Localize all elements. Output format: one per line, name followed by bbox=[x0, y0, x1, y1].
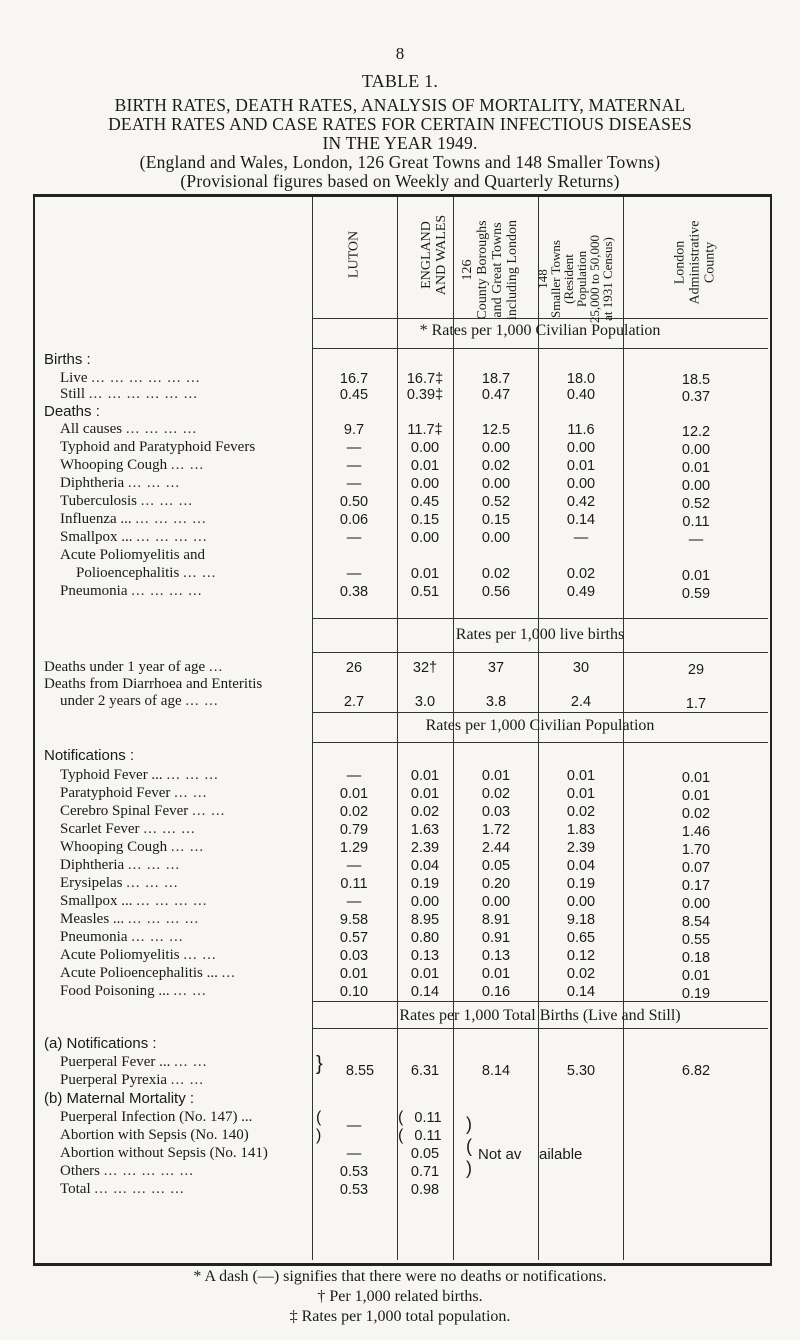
value-cell: 0.57 bbox=[339, 930, 369, 946]
value-cell: 0.07 bbox=[681, 860, 711, 876]
value-cell: 0.00 bbox=[410, 894, 440, 910]
value-cell: 0.02 bbox=[481, 786, 511, 802]
row-label: Acute Poliomyelitis ... ... bbox=[60, 947, 217, 963]
value-cell: 0.05 bbox=[410, 1146, 440, 1162]
row-label: Puerperal Infection (No. 147) ... bbox=[60, 1109, 253, 1125]
value-cell: 30 bbox=[572, 660, 590, 676]
value-cell: 32† bbox=[412, 660, 438, 676]
value-cell: 0.59 bbox=[681, 586, 711, 602]
value-cell: 0.00 bbox=[566, 894, 596, 910]
value-cell: 2.4 bbox=[570, 694, 592, 710]
value-cell: 0.00 bbox=[481, 476, 511, 492]
value-cell: 0.02 bbox=[481, 566, 511, 582]
value-cell: — bbox=[346, 440, 362, 456]
value-cell: 0.01 bbox=[410, 458, 440, 474]
value-cell: 0.19 bbox=[410, 876, 440, 892]
row-label: Diphtheria ... ... ... bbox=[60, 475, 181, 491]
not-available-part-2: ailable bbox=[539, 1146, 583, 1163]
value-cell: 0.02 bbox=[566, 966, 596, 982]
value-cell: 9.7 bbox=[343, 422, 365, 438]
value-cell: 0.51 bbox=[410, 584, 440, 600]
value-cell: 0.40 bbox=[566, 387, 596, 403]
value-cell: 0.00 bbox=[681, 478, 711, 494]
value-cell: 1.83 bbox=[566, 822, 596, 838]
brace-icon: ) bbox=[466, 1158, 472, 1178]
value-cell: 0.03 bbox=[339, 948, 369, 964]
value-cell: 0.14 bbox=[566, 984, 596, 1000]
footnote-dash: * A dash (—) signifies that there were no deaths or notifications. bbox=[193, 1268, 607, 1285]
brace-icon: } bbox=[316, 1053, 323, 1075]
value-cell: 1.70 bbox=[681, 842, 711, 858]
value-cell: 3.8 bbox=[485, 694, 507, 710]
value-cell: 0.02 bbox=[410, 804, 440, 820]
row-label: Food Poisoning ... ... ... bbox=[60, 983, 207, 999]
value-cell: 12.2 bbox=[681, 424, 711, 440]
value-cell: 0.00 bbox=[681, 442, 711, 458]
colhead-london: London Administrative County bbox=[672, 220, 718, 305]
section-a-notifications: (a) Notifications : bbox=[44, 1035, 157, 1052]
value-cell: 18.5 bbox=[681, 372, 711, 388]
value-cell: 0.00 bbox=[410, 476, 440, 492]
value-cell: 0.01 bbox=[481, 966, 511, 982]
value-cell: 0.04 bbox=[566, 858, 596, 874]
colhead-126-towns: 126 County Boroughs and Great Towns including London bbox=[460, 220, 520, 320]
value-cell: 1.46 bbox=[681, 824, 711, 840]
row-label: Still ... ... ... ... ... ... bbox=[60, 386, 199, 402]
value-cell: 2.39 bbox=[410, 840, 440, 856]
row-label: under 2 years of age ... ... bbox=[60, 693, 219, 709]
value-cell: 0.02 bbox=[566, 804, 596, 820]
row-label: Typhoid Fever ... ... ... ... bbox=[60, 767, 219, 783]
value-cell: 0.01 bbox=[410, 966, 440, 982]
value-cell: 0.19 bbox=[566, 876, 596, 892]
value-cell: 0.55 bbox=[681, 932, 711, 948]
section-notifications: Notifications : bbox=[44, 747, 135, 764]
value-cell: 0.65 bbox=[566, 930, 596, 946]
band-live-births: Rates per 1,000 live births bbox=[455, 626, 625, 643]
brace-icon: ( bbox=[316, 1109, 322, 1126]
value-cell: 0.45 bbox=[410, 494, 440, 510]
row-label: Pneumonia ... ... ... bbox=[60, 929, 184, 945]
value-cell: 0.37 bbox=[681, 389, 711, 405]
value-cell: 1.72 bbox=[481, 822, 511, 838]
value-cell: 0.11 bbox=[414, 1128, 442, 1144]
row-label: Acute Polioencephalitis ... ... bbox=[60, 965, 236, 981]
row-label: Whooping Cough ... ... bbox=[60, 839, 205, 855]
band-rule bbox=[312, 742, 768, 743]
band-civilian: * Rates per 1,000 Civilian Population bbox=[419, 322, 661, 339]
not-available-part-1: Not av bbox=[478, 1146, 522, 1163]
value-cell: 0.00 bbox=[410, 530, 440, 546]
value-cell: 8.54 bbox=[681, 914, 711, 930]
band-rule bbox=[312, 712, 768, 713]
value-cell: 0.01 bbox=[410, 786, 440, 802]
heading-line-5: (Provisional figures based on Weekly and Quarterly Returns) bbox=[180, 171, 620, 191]
row-label: Acute Poliomyelitis and bbox=[60, 547, 205, 563]
row-label: Deaths from Diarrhoea and Enteritis bbox=[44, 676, 263, 692]
value-cell: 8.95 bbox=[410, 912, 440, 928]
value-cell: 0.98 bbox=[410, 1182, 440, 1198]
value-cell: 9.58 bbox=[339, 912, 369, 928]
value-cell: 0.49 bbox=[566, 584, 596, 600]
value-cell: 26 bbox=[345, 660, 363, 676]
row-label: Live ... ... ... ... ... ... bbox=[60, 370, 201, 386]
value-cell: 8.55 bbox=[345, 1063, 375, 1079]
value-cell: 0.45 bbox=[339, 387, 369, 403]
value-cell: — bbox=[346, 476, 362, 492]
value-cell: — bbox=[346, 768, 362, 784]
value-cell: 5.30 bbox=[566, 1063, 596, 1079]
value-cell: 0.39‡ bbox=[406, 387, 444, 403]
value-cell: 0.01 bbox=[339, 966, 369, 982]
value-cell: — bbox=[346, 894, 362, 910]
section-deaths: Deaths : bbox=[44, 403, 100, 420]
value-cell: 0.16 bbox=[481, 984, 511, 1000]
value-cell: 0.11 bbox=[414, 1110, 442, 1126]
value-cell: 0.52 bbox=[481, 494, 511, 510]
value-cell: 0.11 bbox=[682, 514, 710, 530]
value-cell: 0.01 bbox=[481, 768, 511, 784]
heading-line-1: BIRTH RATES, DEATH RATES, ANALYSIS OF MORTALITY, MATERNAL bbox=[114, 95, 686, 115]
footnote-dagger: † Per 1,000 related births. bbox=[317, 1288, 483, 1305]
band-total-births: Rates per 1,000 Total Births (Live and Still) bbox=[399, 1007, 681, 1024]
row-label: Others ... ... ... ... ... bbox=[60, 1163, 194, 1179]
value-cell: 0.05 bbox=[481, 858, 511, 874]
row-label: Polioencephalitis ... ... bbox=[76, 565, 217, 581]
row-label: Smallpox ... ... ... ... ... bbox=[60, 529, 208, 545]
value-cell: 0.47 bbox=[481, 387, 511, 403]
row-label: Measles ... ... ... ... ... bbox=[60, 911, 200, 927]
value-cell: — bbox=[346, 530, 362, 546]
band-rule bbox=[312, 1028, 768, 1029]
value-cell: 2.44 bbox=[481, 840, 511, 856]
value-cell: 0.00 bbox=[566, 476, 596, 492]
value-cell: 0.01 bbox=[410, 768, 440, 784]
value-cell: — bbox=[346, 566, 362, 582]
value-cell: 1.7 bbox=[685, 696, 707, 712]
brace-icon: ( bbox=[466, 1136, 472, 1156]
value-cell: 18.7 bbox=[481, 371, 511, 387]
value-cell: 2.39 bbox=[566, 840, 596, 856]
value-cell: 0.00 bbox=[481, 894, 511, 910]
row-label: Abortion with Sepsis (No. 140) bbox=[60, 1127, 249, 1143]
row-label: Puerperal Pyrexia ... ... bbox=[60, 1072, 205, 1088]
value-cell: 0.20 bbox=[481, 876, 511, 892]
brace-icon: ) bbox=[316, 1127, 322, 1144]
row-label: Influenza ... ... ... ... ... bbox=[60, 511, 207, 527]
value-cell: 0.19 bbox=[681, 986, 711, 1002]
value-cell: 0.12 bbox=[566, 948, 596, 964]
value-cell: 0.02 bbox=[339, 804, 369, 820]
value-cell: 0.01 bbox=[681, 568, 711, 584]
value-cell: 0.02 bbox=[681, 806, 711, 822]
value-cell: 0.00 bbox=[681, 896, 711, 912]
colhead-england-wales: ENGLAND AND WALES bbox=[419, 214, 449, 296]
value-cell: 8.91 bbox=[481, 912, 511, 928]
value-cell: 0.13 bbox=[410, 948, 440, 964]
value-cell: — bbox=[346, 1118, 362, 1134]
row-label: Erysipelas ... ... ... bbox=[60, 875, 179, 891]
heading-line-2: DEATH RATES AND CASE RATES FOR CERTAIN INFECTIOUS DISEASES bbox=[108, 114, 692, 134]
value-cell: 0.06 bbox=[339, 512, 369, 528]
row-label: Typhoid and Paratyphoid Fevers bbox=[60, 439, 256, 455]
value-cell: 3.0 bbox=[414, 694, 436, 710]
value-cell: 9.18 bbox=[566, 912, 596, 928]
value-cell: 6.82 bbox=[681, 1063, 711, 1079]
value-cell: 0.15 bbox=[481, 512, 511, 528]
row-label: Smallpox ... ... ... ... ... bbox=[60, 893, 208, 909]
value-cell: 0.17 bbox=[681, 878, 711, 894]
value-cell: 0.01 bbox=[339, 786, 369, 802]
row-label: All causes ... ... ... ... bbox=[60, 421, 198, 437]
value-cell: 0.79 bbox=[339, 822, 369, 838]
section-b-maternal: (b) Maternal Mortality : bbox=[44, 1090, 195, 1107]
value-cell: 0.00 bbox=[410, 440, 440, 456]
value-cell: 0.01 bbox=[566, 768, 596, 784]
value-cell: 0.42 bbox=[566, 494, 596, 510]
value-cell: 0.50 bbox=[339, 494, 369, 510]
value-cell: 0.53 bbox=[339, 1164, 369, 1180]
heading-line-3: IN THE YEAR 1949. bbox=[322, 133, 478, 153]
value-cell: 0.10 bbox=[339, 984, 369, 1000]
brace-icon: ) bbox=[466, 1114, 472, 1134]
value-cell: 11.7‡ bbox=[407, 422, 443, 438]
value-cell: 0.02 bbox=[481, 458, 511, 474]
table-title: TABLE 1. bbox=[361, 71, 439, 91]
row-label: Cerebro Spinal Fever ... ... bbox=[60, 803, 226, 819]
value-cell: 0.00 bbox=[481, 440, 511, 456]
value-cell: 16.7 bbox=[339, 371, 369, 387]
band-rule bbox=[312, 652, 768, 653]
value-cell: 0.13 bbox=[481, 948, 511, 964]
row-label: Pneumonia ... ... ... ... bbox=[60, 583, 203, 599]
row-label: Tuberculosis ... ... ... bbox=[60, 493, 193, 509]
row-label: Scarlet Fever ... ... ... bbox=[60, 821, 196, 837]
value-cell: 0.14 bbox=[566, 512, 596, 528]
value-cell: 0.38 bbox=[339, 584, 369, 600]
colhead-148-towns: 148 Smaller Towns (Resident Population 25,000 to 50,000 at 1931 Census) bbox=[535, 234, 615, 324]
footnote-double-dagger: ‡ Rates per 1,000 total population. bbox=[289, 1308, 511, 1325]
value-cell: 0.00 bbox=[481, 530, 511, 546]
value-cell: 2.7 bbox=[343, 694, 365, 710]
value-cell: 0.56 bbox=[481, 584, 511, 600]
value-cell: 0.18 bbox=[681, 950, 711, 966]
value-cell: 0.00 bbox=[566, 440, 596, 456]
colhead-luton: LUTON bbox=[346, 230, 362, 279]
value-cell: 8.14 bbox=[481, 1063, 511, 1079]
value-cell: 12.5 bbox=[481, 422, 511, 438]
band-rule bbox=[312, 618, 768, 619]
value-cell: 16.7‡ bbox=[406, 371, 444, 387]
value-cell: 0.02 bbox=[566, 566, 596, 582]
row-label: Diphtheria ... ... ... bbox=[60, 857, 181, 873]
value-cell: 0.53 bbox=[339, 1182, 369, 1198]
value-cell: 0.01 bbox=[566, 786, 596, 802]
value-cell: 18.0 bbox=[566, 371, 596, 387]
value-cell: 0.15 bbox=[410, 512, 440, 528]
heading-line-4: (England and Wales, London, 126 Great Towns and 148 Smaller Towns) bbox=[139, 152, 661, 172]
value-cell: 0.01 bbox=[681, 460, 711, 476]
value-cell: 1.29 bbox=[339, 840, 369, 856]
value-cell: 0.01 bbox=[681, 968, 711, 984]
value-cell: 0.71 bbox=[410, 1164, 440, 1180]
value-cell: — bbox=[346, 858, 362, 874]
value-cell: 29 bbox=[687, 662, 705, 678]
brace-icon: ( bbox=[398, 1127, 404, 1144]
value-cell: 0.01 bbox=[566, 458, 596, 474]
value-cell: — bbox=[346, 458, 362, 474]
section-births: Births : bbox=[44, 351, 91, 368]
row-label: Puerperal Fever ... ... ... bbox=[60, 1054, 208, 1070]
value-cell: 0.01 bbox=[410, 566, 440, 582]
page-number: 8 bbox=[395, 44, 405, 63]
value-cell: 0.52 bbox=[681, 496, 711, 512]
value-cell: 0.01 bbox=[681, 770, 711, 786]
value-cell: 0.80 bbox=[410, 930, 440, 946]
row-label: Abortion without Sepsis (No. 141) bbox=[60, 1145, 268, 1161]
value-cell: 0.03 bbox=[481, 804, 511, 820]
band-civilian-2: Rates per 1,000 Civilian Population bbox=[425, 717, 655, 734]
value-cell: 0.01 bbox=[681, 788, 711, 804]
brace-icon: ( bbox=[398, 1109, 404, 1126]
value-cell: 0.91 bbox=[481, 930, 511, 946]
value-cell: — bbox=[346, 1146, 362, 1162]
value-cell: 37 bbox=[487, 660, 505, 676]
row-label: Total ... ... ... ... ... bbox=[60, 1181, 185, 1197]
row-label: Deaths under 1 year of age ... bbox=[44, 659, 224, 675]
value-cell: 0.14 bbox=[410, 984, 440, 1000]
value-cell: 11.6 bbox=[567, 422, 595, 438]
value-cell: — bbox=[573, 530, 589, 546]
value-cell: — bbox=[688, 532, 704, 548]
value-cell: 0.11 bbox=[340, 876, 368, 892]
value-cell: 1.63 bbox=[410, 822, 440, 838]
row-label: Paratyphoid Fever ... ... bbox=[60, 785, 208, 801]
value-cell: 0.04 bbox=[410, 858, 440, 874]
row-label: Whooping Cough ... ... bbox=[60, 457, 205, 473]
value-cell: 6.31 bbox=[410, 1063, 440, 1079]
